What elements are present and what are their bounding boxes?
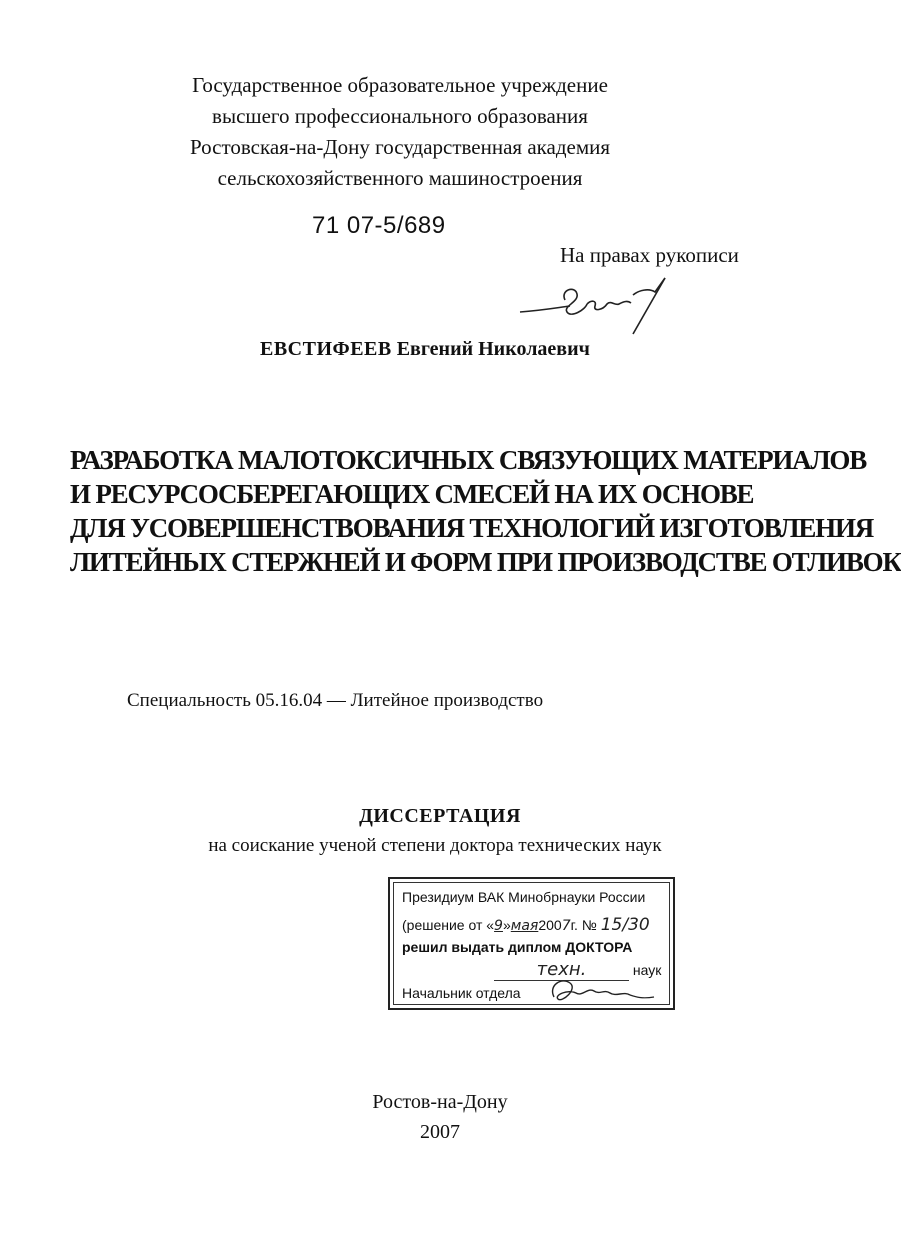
institution-line: Ростовская-на-Дону государственная академия [189, 135, 611, 159]
stamp-number: 15/30 [600, 915, 650, 935]
institution-block [150, 70, 650, 194]
stamp-year-digit: 7 [561, 918, 571, 934]
author-signature [515, 270, 685, 340]
stamp-field-hand: техн. [494, 959, 629, 981]
institution-line: высшего профессионального образования [212, 104, 588, 128]
author-given-names: Евгений Николаевич [396, 338, 590, 360]
stamp-line-presidium: Президиум ВАК Минобрнауки России [402, 889, 646, 905]
stamp-signature [544, 975, 664, 1009]
dissertation-heading: ДИССЕРТАЦИЯ [359, 805, 521, 827]
dissertation-title [70, 443, 901, 579]
year: 2007 [420, 1121, 460, 1143]
place-and-year [0, 1087, 880, 1147]
stamp-field-suffix: наук [632, 962, 662, 978]
author-name [260, 338, 590, 361]
stamp-day: 9 [494, 918, 503, 934]
title-line: ДЛЯ УСОВЕРШЕНСТВОВАНИЯ ТЕХНОЛОГИЙ ИЗГОТОВЛЕНИЯ [70, 513, 874, 543]
library-code: 71 07-5/689 [312, 212, 446, 239]
stamp-month: мая [510, 918, 539, 934]
institution-line: сельскохозяйственного машиностроения [217, 166, 583, 190]
vak-stamp [388, 877, 675, 1010]
title-line: РАЗРАБОТКА МАЛОТОКСИЧНЫХ СВЯЗУЮЩИХ МАТЕРИАЛОВ [70, 445, 866, 475]
author-surname: ЕВСТИФЕЕВ [260, 338, 392, 360]
dissertation-subtitle: на соискание ученой степени доктора технических наук [208, 835, 662, 856]
title-line: И РЕСУРСОСБЕРЕГАЮЩИХ СМЕСЕЙ НА ИХ ОСНОВЕ [70, 479, 754, 509]
stamp-inner-frame [393, 882, 670, 1005]
stamp-line-decision: (решение от «9»мая2007г. № 15/30 [402, 915, 650, 935]
institution-line: Государственное образовательное учреждение [192, 73, 608, 97]
stamp-line-diploma: решил выдать диплом ДОКТОРА [402, 939, 633, 955]
title-line: ЛИТЕЙНЫХ СТЕРЖНЕЙ И ФОРМ ПРИ ПРОИЗВОДСТВЕ ОТЛИВОК [70, 547, 901, 577]
stamp-line-head: Начальник отдела [402, 985, 521, 1001]
place: Ростов-на-Дону [372, 1091, 508, 1113]
specialty: Специальность 05.16.04 — Литейное производство [127, 690, 544, 711]
manuscript-rights: На правах рукописи [560, 243, 739, 267]
